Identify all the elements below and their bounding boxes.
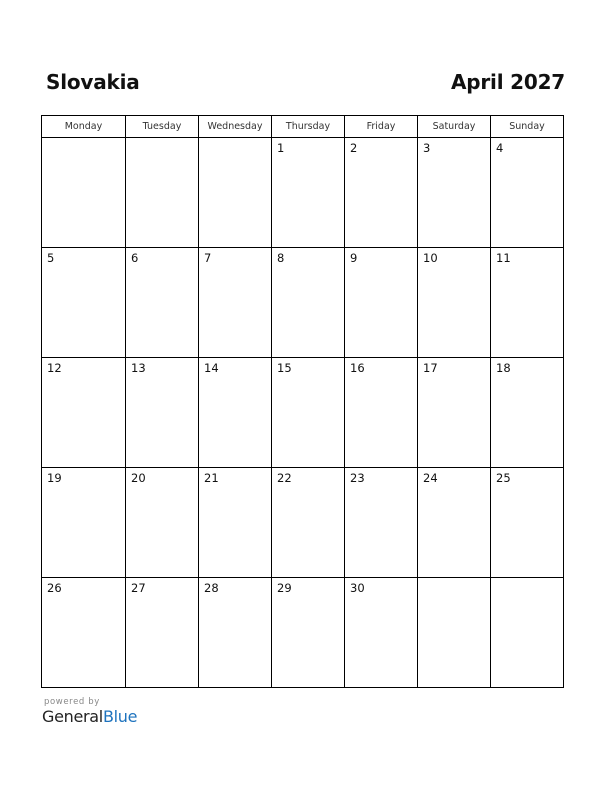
weekday-wednesday: Wednesday	[199, 116, 272, 138]
weekday-saturday: Saturday	[418, 116, 491, 138]
day-number: 10	[423, 251, 438, 265]
day-cell	[272, 358, 345, 468]
day-number: 11	[496, 251, 511, 265]
day-number: 27	[131, 581, 146, 595]
day-cell	[199, 138, 272, 248]
generalblue-logo[interactable]	[42, 697, 137, 726]
day-cell	[491, 468, 564, 578]
day-number: 22	[277, 471, 292, 485]
calendar-grid	[41, 115, 564, 688]
day-number: 4	[496, 141, 504, 155]
day-number: 13	[131, 361, 146, 375]
day-cell	[199, 248, 272, 358]
day-cell	[42, 138, 126, 248]
day-number: 8	[277, 251, 285, 265]
day-cell	[42, 248, 126, 358]
day-number: 18	[496, 361, 511, 375]
day-number: 5	[47, 251, 55, 265]
day-cell	[345, 248, 418, 358]
day-cell	[272, 468, 345, 578]
day-number: 25	[496, 471, 511, 485]
day-cell	[126, 358, 199, 468]
day-cell	[42, 578, 126, 688]
brand-general: General	[42, 707, 103, 726]
country-title: Slovakia	[46, 70, 140, 94]
brand-blue: Blue	[102, 707, 138, 726]
day-number: 21	[204, 471, 219, 485]
week-row	[42, 358, 564, 468]
day-number: 20	[131, 471, 146, 485]
week-row	[42, 138, 564, 248]
weekday-friday: Friday	[345, 116, 418, 138]
day-number: 28	[204, 581, 219, 595]
day-number	[491, 578, 563, 581]
day-number: 29	[277, 581, 292, 595]
day-cell	[42, 358, 126, 468]
month-year-title: April 2027	[451, 70, 565, 94]
day-number	[418, 578, 490, 581]
day-cell	[126, 578, 199, 688]
day-number	[126, 138, 198, 141]
day-cell	[42, 468, 126, 578]
weekday-tuesday: Tuesday	[126, 116, 199, 138]
day-number: 7	[204, 251, 212, 265]
day-cell	[272, 248, 345, 358]
brand-name	[42, 707, 137, 726]
day-number: 16	[350, 361, 365, 375]
powered-by-label: powered by	[44, 697, 100, 707]
day-cell	[199, 358, 272, 468]
day-cell	[199, 468, 272, 578]
day-cell	[418, 468, 491, 578]
day-cell	[491, 358, 564, 468]
day-number: 6	[131, 251, 139, 265]
day-number: 24	[423, 471, 438, 485]
day-cell	[126, 468, 199, 578]
day-number: 3	[423, 141, 431, 155]
day-cell	[345, 468, 418, 578]
week-row	[42, 578, 564, 688]
day-cell	[199, 578, 272, 688]
day-cell	[345, 358, 418, 468]
week-row	[42, 468, 564, 578]
day-number: 2	[350, 141, 358, 155]
day-cell	[126, 248, 199, 358]
day-cell	[126, 138, 199, 248]
day-number: 17	[423, 361, 438, 375]
day-cell	[272, 578, 345, 688]
day-number: 19	[47, 471, 62, 485]
day-number: 9	[350, 251, 358, 265]
weekday-thursday: Thursday	[272, 116, 345, 138]
day-cell	[272, 138, 345, 248]
day-cell	[418, 248, 491, 358]
day-cell	[491, 578, 564, 688]
day-number: 12	[47, 361, 62, 375]
day-cell	[345, 138, 418, 248]
weekday-header-row	[42, 116, 564, 138]
day-number	[42, 138, 125, 141]
day-number: 30	[350, 581, 365, 595]
day-cell	[418, 138, 491, 248]
day-number: 15	[277, 361, 292, 375]
day-number: 23	[350, 471, 365, 485]
day-number	[199, 138, 271, 141]
day-number: 14	[204, 361, 219, 375]
day-cell	[345, 578, 418, 688]
day-cell	[491, 138, 564, 248]
week-row	[42, 248, 564, 358]
weekday-sunday: Sunday	[491, 116, 564, 138]
day-number: 1	[277, 141, 285, 155]
day-number: 26	[47, 581, 62, 595]
day-cell	[418, 358, 491, 468]
day-cell	[491, 248, 564, 358]
weekday-monday: Monday	[42, 116, 126, 138]
day-cell	[418, 578, 491, 688]
